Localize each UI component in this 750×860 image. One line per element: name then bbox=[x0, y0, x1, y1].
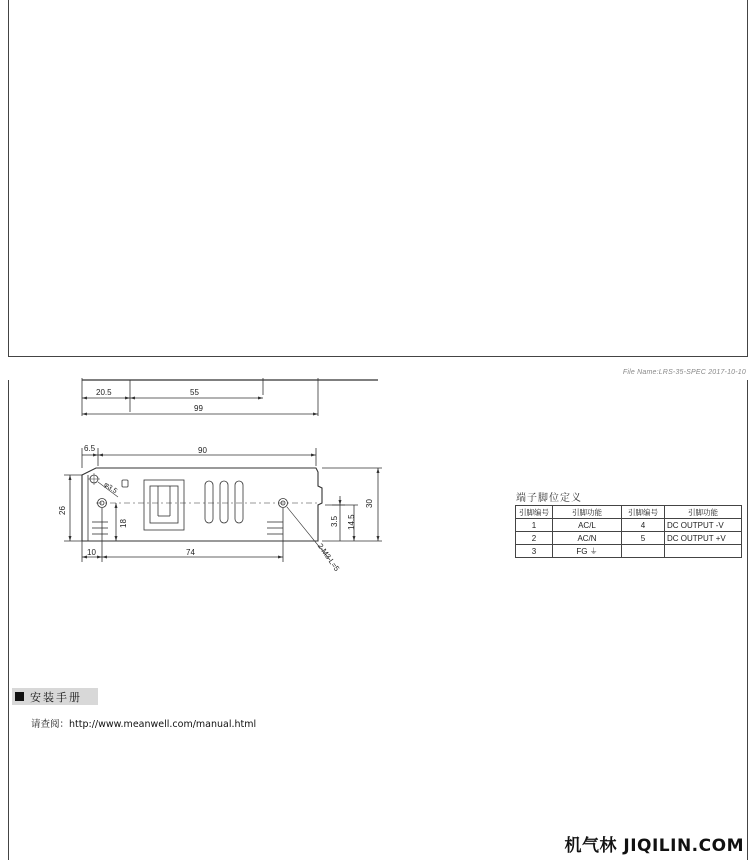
dim-20-5: 20.5 bbox=[96, 388, 112, 397]
site-watermark: 机气林 JIQILIN.COM bbox=[564, 836, 744, 856]
cell: DC OUTPUT -V bbox=[665, 519, 742, 532]
dim-3-5: 3.5 bbox=[330, 515, 339, 527]
dim-screw: 2-M3 L=5 bbox=[315, 541, 342, 573]
install-manual-heading bbox=[12, 688, 98, 705]
pin-table-title: 端子脚位定义 bbox=[516, 493, 582, 504]
cell: 5 bbox=[622, 532, 665, 545]
header-pin-func-2: 引脚功能 bbox=[665, 506, 742, 519]
cell: 1 bbox=[516, 519, 553, 532]
cell: 3 bbox=[516, 545, 553, 558]
dim-90: 90 bbox=[198, 446, 207, 455]
cell: AC/N bbox=[553, 532, 622, 545]
file-name-label: File Name:LRS-35-SPEC 2017-10-10 bbox=[622, 369, 746, 376]
dim-10: 10 bbox=[87, 548, 96, 557]
cell: FG ⏚ bbox=[553, 545, 622, 558]
square-bullet-icon bbox=[15, 692, 24, 701]
header-pin-func-1: 引脚功能 bbox=[553, 506, 622, 519]
dim-hole-dia: φ3.5 bbox=[102, 481, 119, 496]
dim-55: 55 bbox=[190, 388, 199, 397]
table-header-row bbox=[516, 506, 742, 519]
table-row bbox=[516, 519, 742, 532]
dim-6-5: 6.5 bbox=[84, 444, 96, 453]
cell: 4 bbox=[622, 519, 665, 532]
dim-18: 18 bbox=[119, 519, 128, 528]
front-view bbox=[58, 444, 382, 573]
cell bbox=[622, 545, 665, 558]
header-pin-no-1: 引脚编号 bbox=[516, 506, 553, 519]
cell: DC OUTPUT +V bbox=[665, 532, 742, 545]
dim-30: 30 bbox=[365, 499, 374, 508]
manual-link-line[interactable]: 请查阅：http://www.meanwell.com/manual.html bbox=[31, 719, 257, 730]
cell: AC/L bbox=[553, 519, 622, 532]
cell: 2 bbox=[516, 532, 553, 545]
dim-14-5: 14.5 bbox=[347, 514, 356, 530]
table-row bbox=[516, 532, 742, 545]
cell bbox=[665, 545, 742, 558]
dim-99: 99 bbox=[194, 404, 203, 413]
header-pin-no-2: 引脚编号 bbox=[622, 506, 665, 519]
section-title: 安装手册 bbox=[30, 690, 82, 704]
table-row bbox=[516, 545, 742, 558]
dim-26: 26 bbox=[58, 506, 67, 515]
pin-assignment-table bbox=[515, 505, 742, 558]
dim-74: 74 bbox=[186, 548, 195, 557]
top-view bbox=[82, 378, 378, 416]
